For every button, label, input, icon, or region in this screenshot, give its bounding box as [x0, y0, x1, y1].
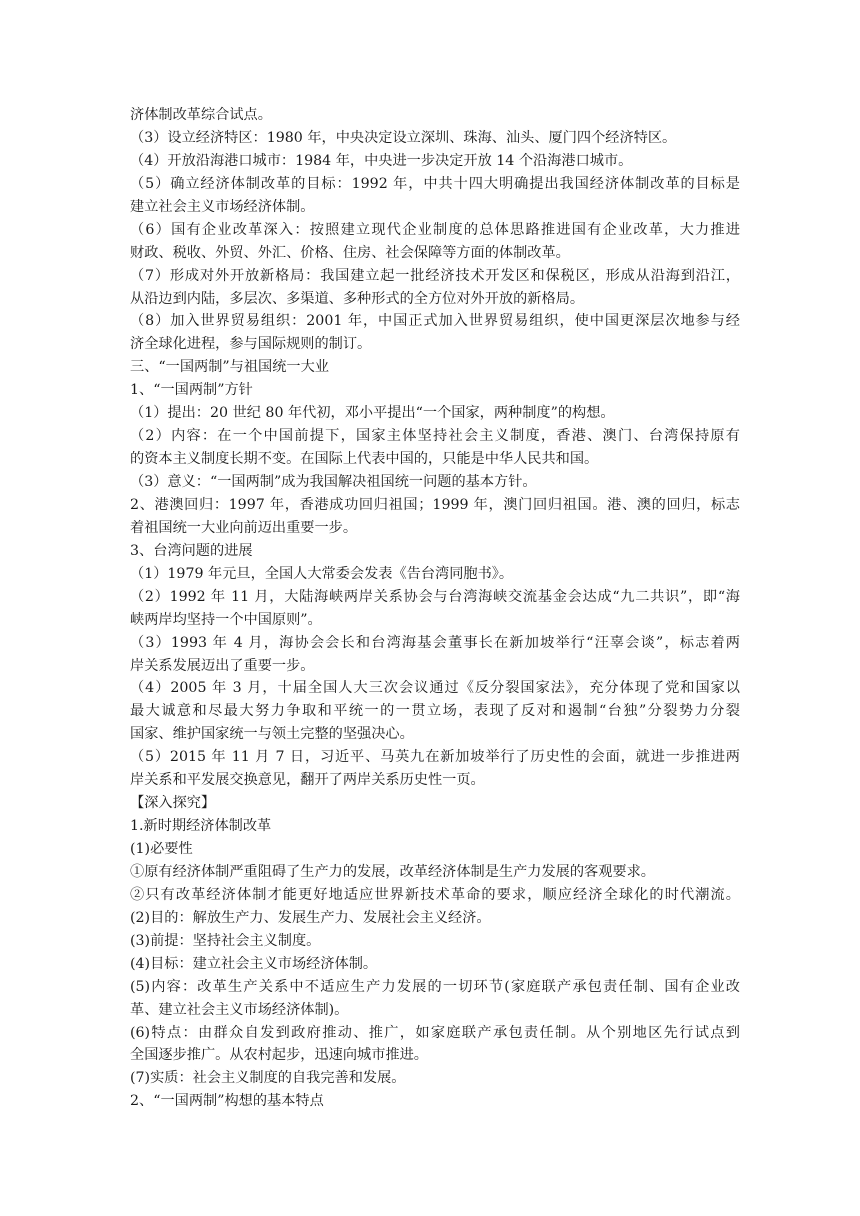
- text-line: （3）设立经济特区：1980 年，中央决定设立深圳、珠海、汕头、厦门四个经济特区。: [130, 129, 677, 146]
- text-line: 的资本主义制度长期不变。在国际上代表中国的，只能是中华人民共和国。: [130, 451, 599, 468]
- text-line: 着祖国统一大业向前迈出重要一步。: [130, 519, 358, 536]
- text-line: 建立社会主义市场经济体制。: [130, 198, 315, 215]
- text-line: （2）内容：在一个中国前提下，国家主体坚持社会主义制度，香港、澳门、台湾保持原有: [130, 428, 740, 445]
- text-line: （3）意义：“一国两制”成为我国解决祖国统一问题的基本方针。: [130, 474, 537, 490]
- text-line: 1、“一国两制”方针: [130, 382, 253, 399]
- text-line: 三、“一国两制”与祖国统一大业: [130, 359, 329, 376]
- text-line: 济体制改革综合试点。: [130, 107, 272, 123]
- text-line: 岸关系发展迈出了重要一步。: [130, 657, 315, 674]
- text-line: （1）1979 年元旦，全国人大常委会发表《告台湾同胞书》。: [130, 565, 514, 582]
- text-line: （3）1993 年 4 月，海协会会长和台湾海基会董事长在新加坡举行“汪辜会谈”，标志着两: [130, 634, 740, 651]
- text-line: 3、台湾问题的进展: [130, 542, 253, 559]
- text-line: 峡两岸均坚持一个中国原则”。: [130, 611, 322, 628]
- text-line: ②只有改革经济体制才能更好地适应世界新技术革命的要求，顺应经济全球化的时代潮流。: [130, 886, 740, 903]
- text-line: 岸关系和平发展交换意见，翻开了两岸关系历史性一页。: [130, 772, 485, 789]
- text-line: （4）开放沿海港口城市：1984 年，中央进一步决定开放 14 个沿海港口城市。: [130, 152, 633, 169]
- text-line: （5）2015 年 11 月 7 日，习近平、马英九在新加坡举行了历史性的会面，就进一步推进两: [130, 749, 740, 766]
- text-line: （5）确立经济体制改革的目标：1992 年，中共十四大明确提出我国经济体制改革的目标是: [130, 175, 740, 192]
- text-line: （7）形成对外开放新格局：我国建立起一批经济技术开发区和保税区，形成从沿海到沿江，: [130, 267, 740, 284]
- text-line: (7)实质：社会主义制度的自我完善和发展。: [130, 1070, 406, 1087]
- text-line: (3)前提：坚持社会主义制度。: [130, 932, 321, 949]
- text-line: （4）2005 年 3 月，十届全国人大三次会议通过《反分裂国家法》，充分体现了党和国家以: [130, 680, 740, 697]
- text-line: (5)内容：改革生产关系中不适应生产力发展的一切环节(家庭联产承包责任制、国有企业改: [130, 978, 740, 995]
- text-line: (2)目的：解放生产力、发展生产力、发展社会主义经济。: [130, 909, 491, 926]
- document-body: [130, 104, 740, 1113]
- text-line: （6）国有企业改革深入：按照建立现代企业制度的总体思路推进国有企业改革，大力推进: [130, 221, 740, 238]
- text-line: （8）加入世界贸易组织：2001 年，中国正式加入世界贸易组织，使中国更深层次地参与经: [130, 313, 740, 330]
- text-line: 财政、税收、外贸、外汇、价格、住房、社会保障等方面的体制改革。: [130, 244, 570, 261]
- text-line: （2）1992 年 11 月，大陆海峡两岸关系协会与台湾海峡交流基金会达成“九二共识”，即“海: [130, 588, 740, 605]
- text-line: 2、港澳回归：1997 年，香港成功回归祖国；1999 年，澳门回归祖国。港、澳的回归，标志: [130, 496, 740, 513]
- text-line: 1.新时期经济体制改革: [130, 818, 272, 835]
- text-line: (4)目标：建立社会主义市场经济体制。: [130, 955, 378, 972]
- text-line: 国家、维护国家统一与领土完整的坚强决心。: [130, 726, 414, 743]
- text-line: ①原有经济体制严重阻碍了生产力的发展，改革经济体制是生产力发展的客观要求。: [130, 863, 655, 880]
- text-line: (6)特点：由群众自发到政府推动、推广，如家庭联产承包责任制。从个别地区先行试点到: [130, 1024, 740, 1041]
- text-line: 从沿边到内陆，多层次、多渠道、多种形式的全方位对外开放的新格局。: [130, 290, 585, 307]
- text-line: (1)必要性: [130, 841, 193, 857]
- text-line: （1）提出：20 世纪 80 年代初，邓小平提出“一个国家，两种制度”的构想。: [130, 405, 615, 422]
- text-line: 最大诚意和尽最大努力争取和平统一的一贯立场，表现了反对和遏制“台独”分裂势力分裂: [130, 703, 740, 720]
- text-line: 全国逐步推广。从农村起步，迅速向城市推进。: [130, 1047, 428, 1064]
- text-line: 2、“一国两制”构想的基本特点: [130, 1093, 324, 1110]
- text-line: 革、建立社会主义市场经济体制)。: [130, 1001, 349, 1018]
- text-line: 济全球化进程，参与国际规则的制订。: [130, 336, 372, 353]
- text-line: 【深入探究】: [130, 795, 216, 812]
